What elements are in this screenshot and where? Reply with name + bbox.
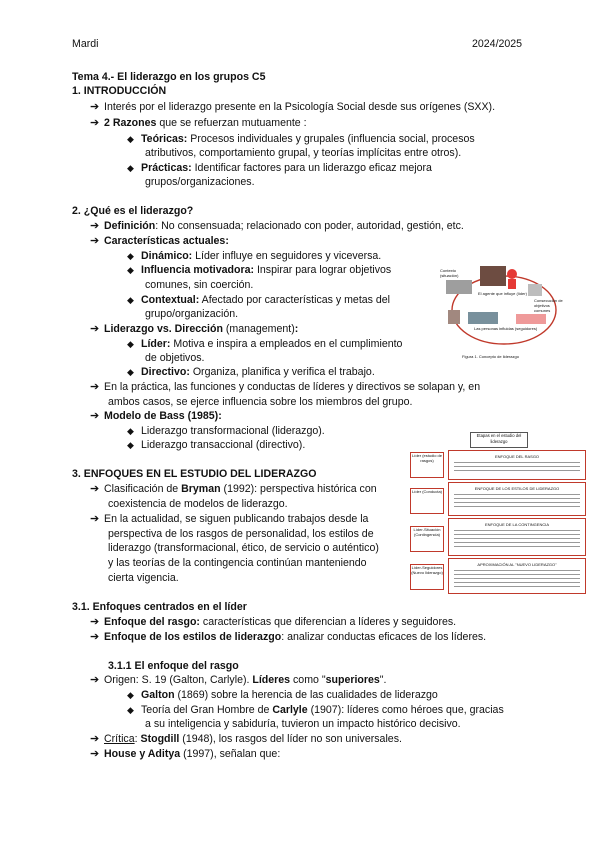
bullet-actualidad: ➔ En la actualidad, se siguen publicando trabajos desde la <box>90 513 369 525</box>
diamond-icon: ◆ <box>127 134 134 144</box>
bullet-estilos: ➔ Enfoque de los estilos de liderazgo: analizar conductas eficaces de los líderes. <box>90 631 487 643</box>
fig2-box-1-lines <box>454 462 580 474</box>
bullet-dinamico: ◆ Dinámico: Líder influye en seguidores y viceversa. <box>127 250 382 262</box>
figure-concepto-liderazgo <box>442 258 562 368</box>
section-1-heading: 1. INTRODUCCIÓN <box>72 85 167 97</box>
diamond-icon: ◆ <box>127 251 134 261</box>
bullet-teoricas: ◆ Teóricas: Procesos individuales y grupales (influencia social, procesos <box>127 133 475 145</box>
bullet-lider-cont: de objetivos. <box>145 352 205 364</box>
arrow-icon: ➔ <box>90 410 100 422</box>
fig2-side-2-text: Líder (Conducta) <box>411 489 442 494</box>
fig2-side-2 <box>410 488 444 514</box>
arrow-icon: ➔ <box>90 101 100 113</box>
bullet-transformacional: ◆ Liderazgo transformacional (liderazgo). <box>127 425 325 437</box>
diamond-icon: ◆ <box>127 440 134 450</box>
diamond-icon: ◆ <box>127 367 134 377</box>
fig2-box-2-title: ENFOQUE DE LOS ESTILOS DE LIDERAZGO <box>474 486 560 491</box>
diamond-icon: ◆ <box>127 690 134 700</box>
fig2-side-4-text: Líder-Seguidores (Nuevo liderazgo) <box>411 565 443 575</box>
arrow-icon: ➔ <box>90 631 100 643</box>
section-3-1-heading: 3.1. Enfoques centrados en el líder <box>72 601 247 613</box>
diamond-icon: ◆ <box>127 163 134 173</box>
bullet-bass: ➔ Modelo de Bass (1985): <box>90 410 222 422</box>
fig2-box-2-lines <box>454 494 580 510</box>
bullet-bryman: ➔ Clasificación de Bryman (1992): perspectiva histórica con <box>90 483 377 495</box>
bullet-teoricas-cont: atributivos, comportamiento grupal, y teorías implícitas entre otros). <box>145 147 462 159</box>
fig2-side-3-text: Líder-Situación (Contingencia) <box>413 527 441 537</box>
bullet-contextual-cont: grupo/organización. <box>145 308 239 320</box>
bullet-influencia-cont: comunes, sin coerción. <box>145 279 254 291</box>
bullet-carlyle-cont: a su inteligencia y sabiduría, tuvieron un impacto histórico decisivo. <box>145 718 461 730</box>
arrow-icon: ➔ <box>90 235 100 247</box>
fig2-box-2 <box>448 482 586 516</box>
arrow-icon: ➔ <box>90 674 100 686</box>
fig2-side-1 <box>410 452 444 478</box>
fig1-right-label: Consecución de objetivos comunes <box>534 298 563 313</box>
header-right: 2024/2025 <box>472 38 523 50</box>
arrow-icon: ➔ <box>90 513 100 525</box>
bullet-transaccional: ◆ Liderazgo transaccional (directivo). <box>127 439 306 451</box>
bullet-actualidad-cont-3: y las teorías de la contingencia continúan manteniendo <box>108 557 367 569</box>
fig1-caption: Figura 1. Concepto de liderazgo <box>462 354 519 359</box>
bullet-house: ➔ House y Aditya (1997), señalan que: <box>90 748 281 760</box>
bullet-interes: ➔ Interés por el liderazgo presente en la Psicología Social desde sus orígenes (SXX). <box>90 101 496 113</box>
arrow-icon: ➔ <box>90 220 100 232</box>
arrow-icon: ➔ <box>90 117 100 129</box>
bullet-actualidad-cont-1: perspectiva de los rasgos de personalidad, los estilos de <box>108 528 374 540</box>
fig2-box-3-lines <box>454 530 580 550</box>
arrow-icon: ➔ <box>90 616 100 628</box>
bullet-practica-cont: ambos casos, se ejerce influencia sobre los miembros del grupo. <box>108 396 413 408</box>
bullet-contextual: ◆ Contextual: Afectado por características y metas del <box>127 294 391 306</box>
fig2-side-1-text: Líder (estudio de rasgos) <box>411 453 443 463</box>
bullet-caracteristicas: ➔ Características actuales: <box>90 235 229 247</box>
fig2-box-4-lines <box>454 570 580 588</box>
fig2-top-title <box>470 432 528 448</box>
diamond-icon: ◆ <box>127 426 134 436</box>
diamond-icon: ◆ <box>127 705 134 715</box>
arrow-icon: ➔ <box>90 748 100 760</box>
bullet-influencia: ◆ Influencia motivadora: Inspirar para lograr objetivos <box>127 264 392 276</box>
bullet-practicas-cont: grupos/organizaciones. <box>145 176 255 188</box>
bullet-origen: ➔ Origen: S. 19 (Galton, Carlyle). Líderes como "superiores". <box>90 674 387 686</box>
bullet-bryman-cont: coexistencia de modelos de liderazgo. <box>108 498 288 510</box>
fig2-box-1 <box>448 450 586 480</box>
diamond-icon: ◆ <box>127 295 134 305</box>
bullet-actualidad-cont-2: liderazgo (transformacional, ético, de servicio o auténtico) <box>108 542 379 554</box>
arrow-icon: ➔ <box>90 483 100 495</box>
fig1-bottom-label: Las personas influidas (seguidores) <box>474 326 538 331</box>
fig2-box-1-title: ENFOQUE DEL RASGO <box>494 454 540 459</box>
bullet-lid-vs-dir: ➔ Liderazgo vs. Dirección (management): <box>90 323 299 335</box>
bullet-razones: ➔ 2 Razones que se refuerzan mutuamente : <box>90 117 307 129</box>
arrow-icon: ➔ <box>90 323 100 335</box>
bullet-actualidad-cont-4: cierta vigencia. <box>108 572 179 584</box>
fig1-left-label: Contexto (situación) <box>440 268 459 278</box>
bullet-definicion: ➔ Definición: No consensuada; relacionado con poder, autoridad, gestión, etc. <box>90 220 464 232</box>
fig1-top-label: El agente que influye (líder) <box>478 291 527 296</box>
section-3-heading: 3. ENFOQUES EN EL ESTUDIO DEL LIDERAZGO <box>72 468 317 480</box>
fig2-box-3-title: ENFOQUE DE LA CONTINGENCIA <box>484 522 549 527</box>
fig2-top-title-text: Etapas en el estudio del liderazgo <box>476 433 522 444</box>
diamond-icon: ◆ <box>127 339 134 349</box>
bullet-practicas: ◆ Prácticas: Identificar factores para un liderazgo eficaz mejora <box>127 162 432 174</box>
bullet-carlyle: ◆ Teoría del Gran Hombre de Carlyle (1907): líderes como héroes que, gracias <box>127 704 504 716</box>
bullet-galton: ◆ Galton (1869) sobre la herencia de las cualidades de liderazgo <box>127 689 438 701</box>
bullet-directivo: ◆ Directivo: Organiza, planifica y verifica el trabajo. <box>127 366 375 378</box>
fig2-box-4-title: APROXIMACIÓN AL "NUEVO LIDERAZGO" <box>477 562 557 567</box>
bullet-practica: ➔ En la práctica, las funciones y conductas de líderes y directivos se solapan y, en <box>90 381 481 393</box>
section-2-heading: 2. ¿Qué es el liderazgo? <box>72 205 194 217</box>
fig2-side-3 <box>410 526 444 552</box>
bullet-rasgo: ➔ Enfoque del rasgo: características que diferencian a líderes y seguidores. <box>90 616 457 628</box>
header-left: Mardi <box>72 38 99 50</box>
bullet-lider: ◆ Líder: Motiva e inspira a empleados en el cumplimiento <box>127 338 403 350</box>
fig2-box-3 <box>448 518 586 556</box>
arrow-icon: ➔ <box>90 381 100 393</box>
section-3-1-1-heading: 3.1.1 El enfoque del rasgo <box>108 660 239 672</box>
diamond-icon: ◆ <box>127 265 134 275</box>
document-title: Tema 4.- El liderazgo en los grupos C5 <box>72 71 266 83</box>
fig2-side-4 <box>410 564 444 590</box>
figure-etapas-liderazgo <box>408 432 588 594</box>
bullet-critica: ➔ Crítica: Stogdill (1948), los rasgos del líder no son universales. <box>90 733 402 745</box>
arrow-icon: ➔ <box>90 733 100 745</box>
fig2-box-4 <box>448 558 586 594</box>
